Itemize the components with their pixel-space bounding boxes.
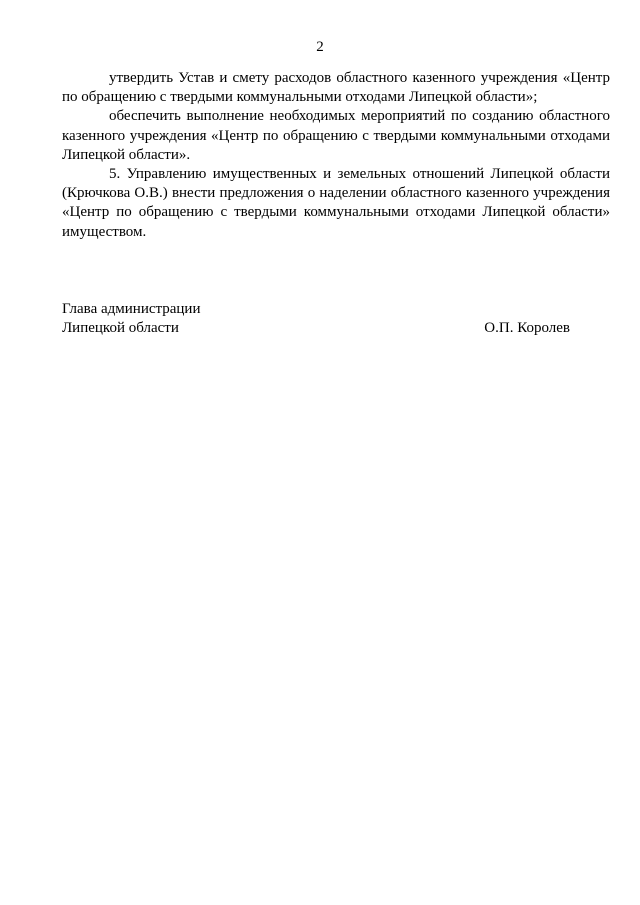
paragraph-ensure-measures: обеспечить выполнение необходимых мероприятий по созданию областного казенного учреждения «Центр по обращению с твердыми коммунальными отходами Липецкой области». [62,108,610,163]
signatory-name: О.П. Королев [484,320,570,336]
signature-row [62,319,570,338]
paragraph-approve-charter: утвердить Устав и смету расходов областного казенного учреждения «Центр по обращению с твердыми коммунальными отходами Липецкой области»; [62,70,610,106]
document-body [62,69,610,242]
signatory-title-line1: Глава администрации [62,301,201,317]
signature-block [62,300,570,338]
paragraph-property-department: 5. Управлению имущественных и земельных отношений Липецкой области (Крючкова О.В.) внести предложения о наделении областного казенного учреждения «Центр по обращению с твердыми коммунальными отходами Липецкой области» имуществом. [62,166,610,240]
page-number: 2 [316,39,324,55]
signatory-title-line2: Липецкой области [62,320,179,336]
